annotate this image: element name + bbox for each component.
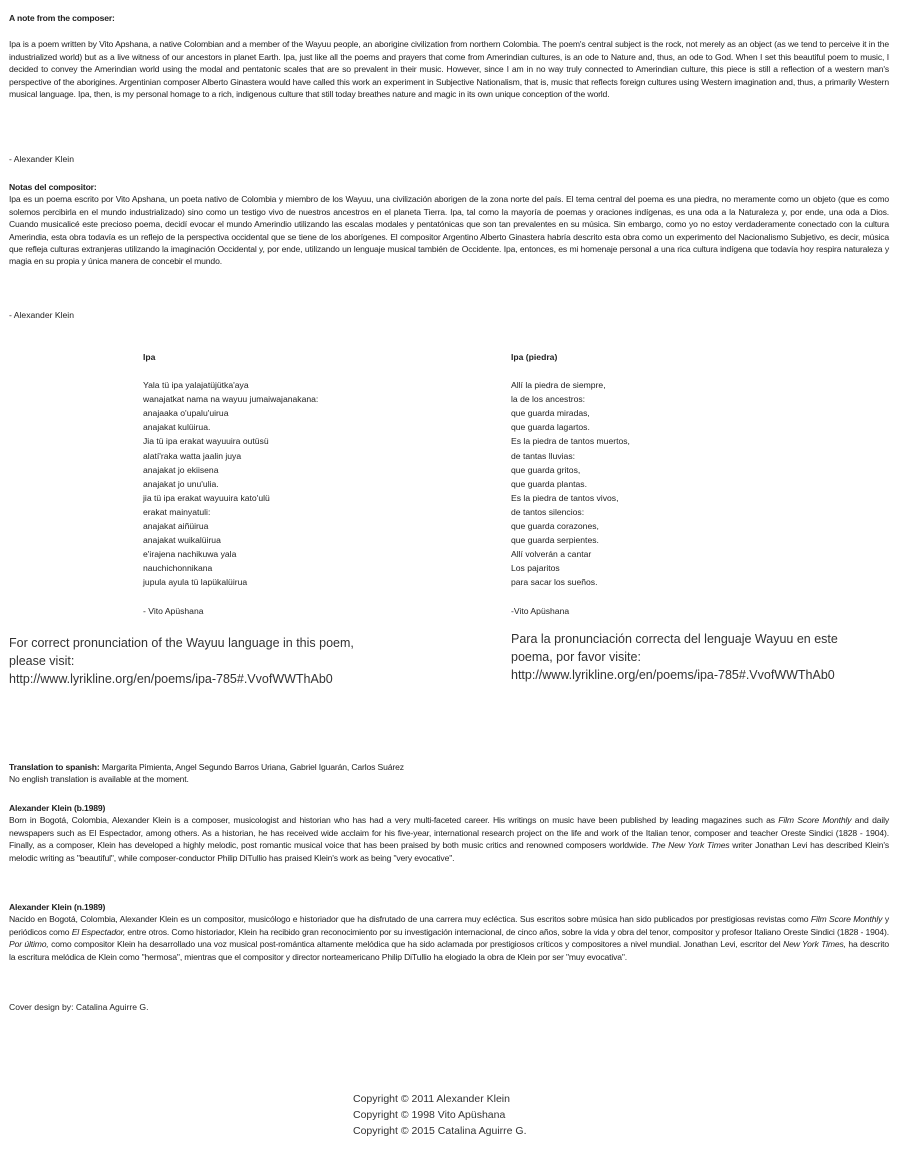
poem-spanish-title: Ipa (piedra) <box>511 352 558 362</box>
composer-note-es-signature: - Alexander Klein <box>9 310 74 320</box>
copyright-line: Copyright © 2011 Alexander Klein <box>353 1093 510 1105</box>
poem-line: Allí volverán a cantar <box>511 549 592 560</box>
poem-line: que guarda plantas. <box>511 478 587 489</box>
poem-line: e'irajena nachikuwa yala <box>143 549 237 560</box>
pronunciation-en-line: please visit: <box>9 654 75 668</box>
poem-wayuu-author: - Vito Apüshana <box>143 605 204 616</box>
poem-line: Yala tü ipa yalajatüjütka'aya <box>143 380 249 391</box>
poem-line: anajakat aiñüirua <box>143 521 209 532</box>
bio-en-heading: Alexander Klein (b.1989) <box>9 803 106 813</box>
poem-line: que guarda corazones, <box>511 521 599 532</box>
copyright-line: Copyright © 1998 Vito Apüshana <box>353 1109 506 1121</box>
poem-line: Jia tü ipa erakat wayuuira outüsü <box>143 436 269 447</box>
poem-line: anajakat wuikalüirua <box>143 535 221 546</box>
poem-line: Es la piedra de tantos muertos, <box>511 436 630 447</box>
poem-line: erakat mainyatuli: <box>143 506 211 517</box>
composer-note-en <box>9 12 889 100</box>
poem-line: alatí'raka watta jaalin juya <box>143 450 242 461</box>
poem-line: Los pajaritos <box>511 563 560 574</box>
poem-line: wanajatkat nama na wayuu jumaiwajanakana: <box>143 394 319 405</box>
poem-line: para sacar los sueños. <box>511 577 598 588</box>
composer-note-en-body: Ipa is a poem written by Vito Apshana, a native Colombian and a member of the Wayuu people, an aborigine civilization from northern Colombia. The poem's central subject is the rock, not merely as an object (as we tend to perceive it in the industrialized world) but as a live witness of our ancestors in planet Earth. Ipa, just like all the poems and prayers that come from Amerindian cultures, is an ode to Nature and, thus, an ode to God. When I set this beautiful poem to music, I decided to convey the Amerindian world using the modal and pentatonic scales that are so prevalent in their music. However, since I am in no way truly connected to Amerindian culture, this piece is still a reflection of a western man's perspective of the aborigines. Argentinian composer Alberto Ginastera would have called this work an experiment in Subjective Nationalism, that is, music that reflects foreign cultures using Western imagination and, thus, a primarily Western musical language. Ipa, then, is my personal homage to a rich, indigenous culture that still today breathes nature and magic in its own unique conception of the world. <box>9 39 889 100</box>
poem-line: Allí la piedra de siempre, <box>511 380 606 391</box>
composer-note-en-heading: A note from the composer: <box>9 13 115 23</box>
poem-line: jia tü ipa erakat wayuuira kato'ulü <box>143 492 270 503</box>
poem-line: que guarda serpientes. <box>511 535 599 546</box>
poem-line: jupula ayula tü lapükalüirua <box>143 577 248 588</box>
pronunciation-en-url[interactable]: http://www.lyrikline.org/en/poems/ipa-785#.VvofWWThAb0 <box>9 672 333 686</box>
poem-line: de tantos silencios: <box>511 506 585 517</box>
pronunciation-note-en <box>9 634 354 688</box>
bio-es-heading: Alexander Klein (n.1989) <box>9 902 106 912</box>
copyright-line: Copyright © 2015 Catalina Aguirre G. <box>353 1125 527 1137</box>
bio-en <box>9 802 889 864</box>
poem-line: que guarda lagartos. <box>511 422 590 433</box>
poem-line: Es la piedra de tantos vivos, <box>511 492 619 503</box>
pronunciation-note-es <box>511 630 838 684</box>
cover-credit: Cover design by: Catalina Aguirre G. <box>9 1002 149 1012</box>
translation-note: No english translation is available at the moment. <box>9 774 189 785</box>
translation-credit <box>9 761 889 786</box>
poem-wayuu-title: Ipa <box>143 352 156 362</box>
pronunciation-es-line: Para la pronunciación correcta del lenguaje Wayuu en este <box>511 632 838 646</box>
poem-line: anajakat jo unu'ulia. <box>143 478 219 489</box>
poem-line: que guarda gritos, <box>511 464 581 475</box>
poem-spanish <box>511 350 630 618</box>
bio-es-body: Nacido en Bogotá, Colombia, Alexander Klein es un compositor, musicólogo e historiador que ha disfrutado de una carrera muy ecléctica. Sus escritos sobre música han sido publicados por prestigiosas revistas como Film Score Monthly y periódicos como El Espectador, entre otros. Como historiador, Klein ha recibido gran reconocimiento por su investigación internacional, de cinco años, sobre la vida y obra del tenor, compositor y profesor Italiano Oreste Sindici (1828 - 1904). Por último, como compositor Klein ha desarrollado una voz musical post-romántica altamente melódica que ha sido aclamada por prestigiosos críticos y compositores a nivel mundial. Jonathan Levi, escritor del New York Times, ha descrito la escritura melódica de Klein como "hermosa", mientras que el compositor y director norteamericano Philip DiTullio ha elogiado la obra de Klein por ser "muy evocativa". <box>9 914 889 962</box>
poem-line: anajaaka o'upalu'uirua <box>143 408 229 419</box>
poem-line: nauchichonnikana <box>143 563 213 574</box>
poem-line: de tantas lluvias: <box>511 450 576 461</box>
poem-line: la de los ancestros: <box>511 394 586 405</box>
composer-note-es <box>9 181 889 268</box>
composer-note-en-signature: - Alexander Klein <box>9 154 74 164</box>
bio-es <box>9 901 889 963</box>
copyright-block <box>353 1091 527 1139</box>
translation-label: Translation to spanish: <box>9 762 100 772</box>
translation-names: Margarita Pimienta, Angel Segundo Barros Uriana, Gabriel Iguarán, Carlos Suárez <box>101 762 404 772</box>
pronunciation-es-url[interactable]: http://www.lyrikline.org/en/poems/ipa-785#.VvofWWThAb0 <box>511 668 835 682</box>
poem-spanish-lines <box>511 378 630 589</box>
poem-spanish-author: -Vito Apüshana <box>511 605 570 616</box>
bio-en-body: Born in Bogotá, Colombia, Alexander Klein is a composer, musicologist and historian who has had a very multi-faceted career. His writings on music have been published by leading magazines such as Film Score Monthly and daily newspapers such as El Espectador, among others. As a historian, he has received wide acclaim for his five-year, international research project on the life and work of the Italian tenor, composer and teacher Oreste Sindici (1828 - 1904). Finally, as a composer, Klein has developed a highly melodic, post romantic musical voice that has been praised by both music critics and renowned composers worldwide. The New York Times writer Jonathan Levi has described Klein's melodic writing as "beautiful", while composer-conductor Philip DiTullio has praised Klein's work as being "very evocative". <box>9 815 889 863</box>
poem-wayuu-lines <box>143 378 318 589</box>
poem-line: que guarda miradas, <box>511 408 590 419</box>
poem-wayuu <box>143 350 318 618</box>
pronunciation-es-line: poema, por favor visite: <box>511 650 641 664</box>
poem-line: anajakat kulüirua. <box>143 422 211 433</box>
poem-line: anajakat jo ekiisena <box>143 464 219 475</box>
composer-note-es-heading: Notas del compositor: <box>9 182 97 192</box>
composer-note-es-body: Ipa es un poema escrito por Vito Apshana, un poeta nativo de Colombia y miembro de los Wayuu, una civilización aborigen de la zona norte del país. El tema central del poema es una piedra, no meramente como un objeto (que es como solemos percibirla en el mundo industrializado) sino como un testigo vivo de nuestros ancestros en el planeta Tierra. Ipa, tal como la mayoría de poemas y oraciones indígenas, es una oda a la Naturaleza y, por ende, una oda a Dios. Cuando musicalicé este precioso poema, decidí evocar el mundo Amerindio utilizando las escalas modales y pentatónicas que son tan prevalentes en su música. Sin embargo, como yo no estoy verdaderamente conectado con la cultura Amerindia, esta obra todavía es un reflejo de la perspectiva occidental que se tiene de los aborígenes. El compositor Argentino Alberto Ginastera habría descrito esta obra como un experimento del Nacionalismo Subjetivo, es decir, música que refleja culturas extranjeras utilizando la imaginación Occidental y, por ende, utilizando un lenguaje musical también de Occidente. Ipa, entonces, es mi homenaje personal a una rica cultura indígena que todavía hoy respira naturaleza y magia en su propia y única manera de concebir el mundo. <box>9 194 889 267</box>
pronunciation-en-line: For correct pronunciation of the Wayuu language in this poem, <box>9 636 354 650</box>
